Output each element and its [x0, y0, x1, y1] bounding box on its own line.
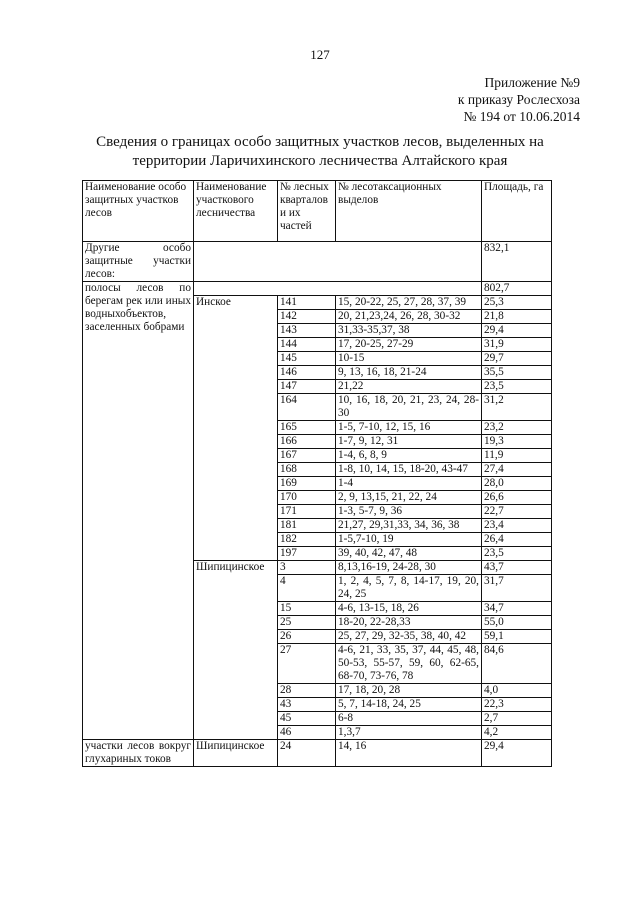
empty-cell [194, 242, 482, 282]
area-cell: 4,0 [482, 684, 552, 698]
allotment-cell: 1,3,7 [336, 726, 482, 740]
group-name-beaver-strips: полосы лесов по берегам рек или иных водныхобъектов, заселенных бобрами [83, 282, 194, 740]
forestry-cell: Инское [194, 296, 278, 561]
quarter-cell: 166 [278, 435, 336, 449]
area-cell: 43,7 [482, 561, 552, 575]
table-row-group-total [83, 282, 552, 296]
area-cell: 26,4 [482, 533, 552, 547]
quarter-cell: 168 [278, 463, 336, 477]
allotment-cell: 21,22 [336, 380, 482, 394]
allotment-cell: 1, 2, 4, 5, 7, 8, 14-17, 19, 20, 24, 25 [336, 575, 482, 602]
forestry-cell: Шипицинское [194, 561, 278, 740]
allotment-cell: 6-8 [336, 712, 482, 726]
area-cell: 19,3 [482, 435, 552, 449]
header-forestry-name: Наименование участкового лесничества [194, 181, 278, 242]
quarter-cell: 28 [278, 684, 336, 698]
allotment-cell: 2, 9, 13,15, 21, 22, 24 [336, 491, 482, 505]
area-cell: 4,2 [482, 726, 552, 740]
area-cell: 29,7 [482, 352, 552, 366]
table-row-other-areas [83, 242, 552, 282]
quarter-cell: 164 [278, 394, 336, 421]
area-cell: 34,7 [482, 602, 552, 616]
quarter-cell: 169 [278, 477, 336, 491]
allotment-cell: 14, 16 [336, 740, 482, 767]
group-total-area: 802,7 [482, 282, 552, 296]
quarter-cell: 167 [278, 449, 336, 463]
quarter-cell: 15 [278, 602, 336, 616]
quarter-cell: 45 [278, 712, 336, 726]
area-cell: 29,4 [482, 324, 552, 338]
area-cell: 23,4 [482, 519, 552, 533]
allotment-cell: 1-4 [336, 477, 482, 491]
area-cell: 25,3 [482, 296, 552, 310]
allotment-cell: 39, 40, 42, 47, 48 [336, 547, 482, 561]
header-area: Площадь, га [482, 181, 552, 242]
area-cell: 29,4 [482, 740, 552, 767]
area-cell: 35,5 [482, 366, 552, 380]
allotment-cell: 10, 16, 18, 20, 21, 23, 24, 28-30 [336, 394, 482, 421]
quarter-cell: 141 [278, 296, 336, 310]
quarter-cell: 182 [278, 533, 336, 547]
appendix-reference [458, 74, 580, 125]
document-title [60, 133, 580, 171]
area-cell: 23,5 [482, 547, 552, 561]
allotment-cell: 1-5, 7-10, 12, 15, 16 [336, 421, 482, 435]
allotment-cell: 1-7, 9, 12, 31 [336, 435, 482, 449]
area-cell: 11,9 [482, 449, 552, 463]
allotment-cell: 21,27, 29,31,33, 34, 36, 38 [336, 519, 482, 533]
allotment-cell: 1-8, 10, 14, 15, 18-20, 43-47 [336, 463, 482, 477]
quarter-cell: 146 [278, 366, 336, 380]
allotment-cell: 18-20, 22-28,33 [336, 616, 482, 630]
area-cell: 2,7 [482, 712, 552, 726]
appendix-order-line: к приказу Рослесхоза [457, 92, 580, 107]
allotment-cell: 31,33-35,37, 38 [336, 324, 482, 338]
allotment-cell: 17, 18, 20, 28 [336, 684, 482, 698]
quarter-cell: 144 [278, 338, 336, 352]
area-cell: 84,6 [482, 644, 552, 684]
group-name-capercaillie: участки лесов вокруг глухариных токов [83, 740, 194, 767]
area-cell: 26,6 [482, 491, 552, 505]
allotment-cell: 4-6, 21, 33, 35, 37, 44, 45, 48, 50-53, 55-57, 59, 60, 62-65, 68-70, 73-76, 78 [336, 644, 482, 684]
table-row [83, 740, 552, 767]
quarter-cell: 170 [278, 491, 336, 505]
quarter-cell: 143 [278, 324, 336, 338]
allotment-cell: 8,13,16-19, 24-28, 30 [336, 561, 482, 575]
quarter-cell: 26 [278, 630, 336, 644]
appendix-number-date-line: № 194 от 10.06.2014 [463, 109, 580, 124]
quarter-cell: 24 [278, 740, 336, 767]
allotment-cell: 1-5,7-10, 19 [336, 533, 482, 547]
allotment-cell: 25, 27, 29, 32-35, 38, 40, 42 [336, 630, 482, 644]
quarter-cell: 147 [278, 380, 336, 394]
area-cell: 28,0 [482, 477, 552, 491]
allotment-cell: 5, 7, 14-18, 24, 25 [336, 698, 482, 712]
area-cell: 23,5 [482, 380, 552, 394]
quarter-cell: 43 [278, 698, 336, 712]
title-line-2: территории Ларичихинского лесничества Алтайского края [132, 153, 508, 169]
quarter-cell: 171 [278, 505, 336, 519]
allotment-cell: 15, 20-22, 25, 27, 28, 37, 39 [336, 296, 482, 310]
allotment-cell: 9, 13, 16, 18, 21-24 [336, 366, 482, 380]
header-protected-area-name: Наименование особо защитных участков лесов [83, 181, 194, 242]
area-cell: 31,9 [482, 338, 552, 352]
other-areas-total: 832,1 [482, 242, 552, 282]
quarter-cell: 27 [278, 644, 336, 684]
quarter-cell: 145 [278, 352, 336, 366]
quarter-cell: 142 [278, 310, 336, 324]
forest-areas-table [82, 180, 552, 767]
other-areas-name: Другие особо защитные участки лесов: [83, 242, 194, 282]
page-number: 127 [310, 47, 330, 62]
quarter-cell: 165 [278, 421, 336, 435]
forestry-cell: Шипицинское [194, 740, 278, 767]
quarter-cell: 4 [278, 575, 336, 602]
empty-cell [194, 282, 482, 296]
area-cell: 59,1 [482, 630, 552, 644]
table-header-row [83, 181, 552, 242]
header-quarter-number: № лесных кварталов и их частей [278, 181, 336, 242]
area-cell: 22,7 [482, 505, 552, 519]
allotment-cell: 1-4, 6, 8, 9 [336, 449, 482, 463]
area-cell: 21,8 [482, 310, 552, 324]
allotment-cell: 20, 21,23,24, 26, 28, 30-32 [336, 310, 482, 324]
area-cell: 31,2 [482, 394, 552, 421]
quarter-cell: 46 [278, 726, 336, 740]
allotment-cell: 10-15 [336, 352, 482, 366]
title-line-1: Сведения о границах особо защитных участков лесов, выделенных на [96, 134, 544, 150]
quarter-cell: 197 [278, 547, 336, 561]
allotment-cell: 17, 20-25, 27-29 [336, 338, 482, 352]
appendix-line: Приложение №9 [484, 75, 580, 90]
area-cell: 27,4 [482, 463, 552, 477]
allotment-cell: 4-6, 13-15, 18, 26 [336, 602, 482, 616]
quarter-cell: 25 [278, 616, 336, 630]
header-allotment-number: № лесотаксационных выделов [336, 181, 482, 242]
quarter-cell: 3 [278, 561, 336, 575]
area-cell: 31,7 [482, 575, 552, 602]
allotment-cell: 1-3, 5-7, 9, 36 [336, 505, 482, 519]
quarter-cell: 181 [278, 519, 336, 533]
area-cell: 22,3 [482, 698, 552, 712]
area-cell: 23,2 [482, 421, 552, 435]
area-cell: 55,0 [482, 616, 552, 630]
